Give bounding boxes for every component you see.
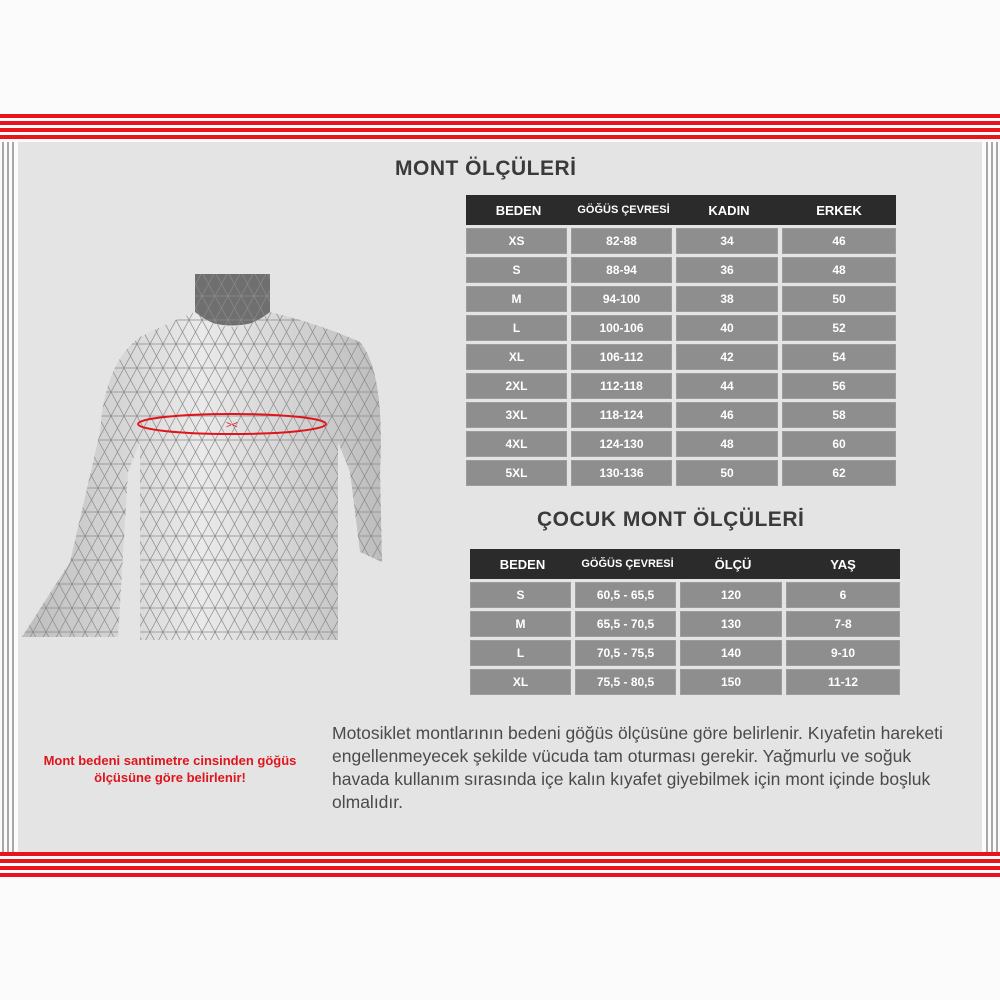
table-cell: M bbox=[466, 286, 567, 312]
header-olcu: ÖLÇÜ bbox=[714, 556, 752, 572]
table-cell: 38 bbox=[676, 286, 778, 312]
description-text: Motosiklet montlarının bedeni göğüs ölçüsüne göre belirlenir. Kıyafetin hareketi engellenmeyecek şekilde vücuda tam oturması gerekir. Yağmurlu ve soğuk havada kullanım sırasında içe kalın kıyafet giyebilmek için mont içinde boşluk olmalıdır. bbox=[332, 723, 943, 812]
table-cell: 106-112 bbox=[571, 344, 672, 370]
table-cell: 46 bbox=[782, 228, 896, 254]
svg-text:><: >< bbox=[226, 420, 238, 431]
table-cell: 48 bbox=[782, 257, 896, 283]
table-cell: 112-118 bbox=[571, 373, 672, 399]
table-row bbox=[466, 373, 896, 399]
table-cell: 88-94 bbox=[571, 257, 672, 283]
table-row bbox=[466, 315, 896, 341]
table-row bbox=[470, 640, 900, 666]
table-row bbox=[466, 402, 896, 428]
table-cell: 50 bbox=[782, 286, 896, 312]
table-header bbox=[466, 195, 896, 225]
table-cell: 44 bbox=[676, 373, 778, 399]
table-cell: 40 bbox=[676, 315, 778, 341]
table-cell: 118-124 bbox=[571, 402, 672, 428]
header-beden: BEDEN bbox=[495, 202, 542, 218]
table-row bbox=[466, 286, 896, 312]
left-border-lines bbox=[2, 142, 14, 854]
table-cell: 7-8 bbox=[786, 611, 900, 637]
table-cell: 150 bbox=[680, 669, 782, 695]
torso-wireframe-figure bbox=[20, 272, 385, 642]
table-cell: 3XL bbox=[466, 402, 567, 428]
header-yas: YAŞ bbox=[830, 556, 856, 572]
table-cell: 42 bbox=[676, 344, 778, 370]
table-cell: 65,5 - 70,5 bbox=[575, 611, 676, 637]
child-size-title: ÇOCUK MONT ÖLÇÜLERİ bbox=[537, 508, 805, 531]
table-row bbox=[466, 344, 896, 370]
table-header bbox=[470, 549, 900, 579]
table-cell: L bbox=[466, 315, 567, 341]
header-gogus-cevresi: GÖĞÜS ÇEVRESİ bbox=[581, 557, 674, 570]
table-cell: 5XL bbox=[466, 460, 567, 486]
table-cell: 130 bbox=[680, 611, 782, 637]
table-cell: 75,5 - 80,5 bbox=[575, 669, 676, 695]
table-cell: 60,5 - 65,5 bbox=[575, 582, 676, 608]
table-cell: 48 bbox=[676, 431, 778, 457]
table-row bbox=[466, 257, 896, 283]
header-kadin: KADIN bbox=[708, 202, 750, 218]
top-red-stripes bbox=[0, 114, 1000, 142]
table-row bbox=[466, 460, 896, 486]
table-cell: M bbox=[470, 611, 571, 637]
table-cell: XL bbox=[470, 669, 571, 695]
table-row bbox=[466, 228, 896, 254]
table-cell: 60 bbox=[782, 431, 896, 457]
table-cell: 94-100 bbox=[571, 286, 672, 312]
table-cell: L bbox=[470, 640, 571, 666]
table-cell: 50 bbox=[676, 460, 778, 486]
header-beden: BEDEN bbox=[499, 556, 546, 572]
bottom-red-stripes bbox=[0, 852, 1000, 880]
header-erkek: ERKEK bbox=[816, 202, 862, 218]
child-size-table bbox=[470, 549, 900, 695]
adult-size-table bbox=[466, 195, 896, 486]
table-cell: S bbox=[466, 257, 567, 283]
table-cell: 2XL bbox=[466, 373, 567, 399]
table-cell: 70,5 - 75,5 bbox=[575, 640, 676, 666]
table-cell: 46 bbox=[676, 402, 778, 428]
header-gogus-cevresi: GÖĞÜS ÇEVRESİ bbox=[577, 203, 670, 216]
size-note: Mont bedeni santimetre cinsinden göğüs ölçüsüne göre belirlenir! bbox=[43, 753, 297, 785]
table-row bbox=[466, 431, 896, 457]
right-border-lines bbox=[986, 142, 998, 854]
table-cell: XL bbox=[466, 344, 567, 370]
table-row bbox=[470, 669, 900, 695]
table-cell: 34 bbox=[676, 228, 778, 254]
table-cell: 62 bbox=[782, 460, 896, 486]
table-cell: S bbox=[470, 582, 571, 608]
table-cell: 4XL bbox=[466, 431, 567, 457]
table-row bbox=[470, 611, 900, 637]
table-row bbox=[470, 582, 900, 608]
table-cell: 100-106 bbox=[571, 315, 672, 341]
table-cell: 11-12 bbox=[786, 669, 900, 695]
table-cell: 130-136 bbox=[571, 460, 672, 486]
table-cell: 58 bbox=[782, 402, 896, 428]
table-cell: 82-88 bbox=[571, 228, 672, 254]
adult-size-title: MONT ÖLÇÜLERİ bbox=[395, 157, 577, 180]
table-cell: 56 bbox=[782, 373, 896, 399]
table-cell: 36 bbox=[676, 257, 778, 283]
table-cell: 9-10 bbox=[786, 640, 900, 666]
table-cell: 52 bbox=[782, 315, 896, 341]
table-cell: 124-130 bbox=[571, 431, 672, 457]
table-cell: 140 bbox=[680, 640, 782, 666]
table-cell: 54 bbox=[782, 344, 896, 370]
table-cell: XS bbox=[466, 228, 567, 254]
table-cell: 120 bbox=[680, 582, 782, 608]
table-cell: 6 bbox=[786, 582, 900, 608]
